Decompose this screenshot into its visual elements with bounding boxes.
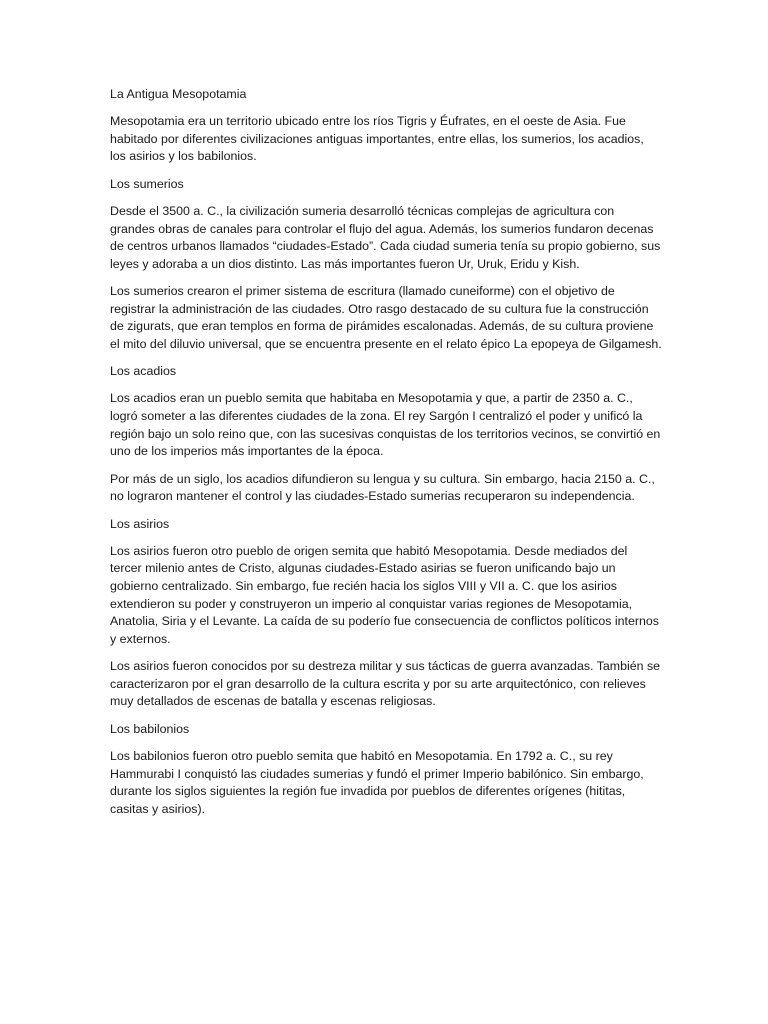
babilonios-paragraph-1: Los babilonios fueron otro pueblo semita que habitó en Mesopotamia. En 1792 a. C., su rey Hammurabi I conquistó las ciudades sumerias y fundó el primer Imperio babilónico. Sin embargo, durante los siglos siguientes la región fue invadida por pueblos de diferentes orígenes (hititas, casitas y asirios). <box>110 748 644 816</box>
document-body <box>110 86 662 828</box>
document-title: La Antigua Mesopotamia <box>110 87 247 101</box>
acadios-paragraph-1: Los acadios eran un pueblo semita que habitaba en Mesopotamia y que, a partir de 2350 a. C., logró someter a las diferentes ciudades de la zona. El rey Sargón I centralizó el poder y unificó la región bajo un solo reino que, con las sucesivas conquistas de los territorios vecinos, se convirtió en uno de los imperios más importantes de la época. <box>110 391 661 459</box>
asirios-paragraph-1: Los asirios fueron otro pueblo de origen semita que habitó Mesopotamia. Desde mediados del tercer milenio antes de Cristo, algunas ciudades-Estado asirias se fueron unificando bajo un gobierno centralizado. Sin embargo, fue recién hacia los siglos VIII y VII a. C. que los asirios extendieron su poder y construyeron un imperio al conquistar varias regiones de Mesopotamia, Anatolia, Siria y el Levante. La caída de su poderío fue consecuencia de conflictos políticos internos y externos. <box>110 543 659 646</box>
intro-paragraph: Mesopotamia era un territorio ubicado entre los ríos Tigris y Éufrates, en el oeste de Asia. Fue habitado por diferentes civilizaciones antiguas importantes, entre ellas, los sumerios, los acadios, los asirios y los babilonios. <box>110 114 644 164</box>
acadios-paragraph-2: Por más de un siglo, los acadios difundieron su lengua y su cultura. Sin embargo, hacia 2150 a. C., no lograron mantener el control y las ciudades-Estado sumerias recuperaron su independencia. <box>110 471 655 504</box>
section-heading-babilonios: Los babilonios <box>110 721 190 736</box>
section-heading-asirios: Los asirios <box>110 516 170 531</box>
asirios-paragraph-2: Los asirios fueron conocidos por su destreza militar y sus tácticas de guerra avanzadas. También se caracterizaron por el gran desarrollo de la cultura escrita y por su arte arquitectónico, con relieves muy detallados de escenas de batalla y escenas religiosas. <box>110 659 661 709</box>
sumerios-paragraph-1: Desde el 3500 a. C., la civilización sumeria desarrolló técnicas complejas de agricultura con grandes obras de canales para controlar el flujo del agua. Además, los sumerios fundaron decenas de centros urbanos llamados “ciudades-Estado”. Cada ciudad sumeria tenía su propio gobierno, sus leyes y adoraba a un dios distinto. Las más importantes fueron Ur, Uruk, Eridu y Kish. <box>110 203 661 271</box>
sumerios-paragraph-2: Los sumerios crearon el primer sistema de escritura (llamado cuneiforme) con el objetivo de registrar la administración de las ciudades. Otro rasgo destacado de su cultura fue la construcción de zigurats, que eran templos en forma de pirámides escalonadas. Además, de su cultura proviene el mito del diluvio universal, que se encuentra presente en el relato épico La epopeya de Gilgamesh. <box>110 284 662 351</box>
section-heading-acadios: Los acadios <box>110 364 177 379</box>
section-heading-sumerios: Los sumerios <box>110 176 184 191</box>
